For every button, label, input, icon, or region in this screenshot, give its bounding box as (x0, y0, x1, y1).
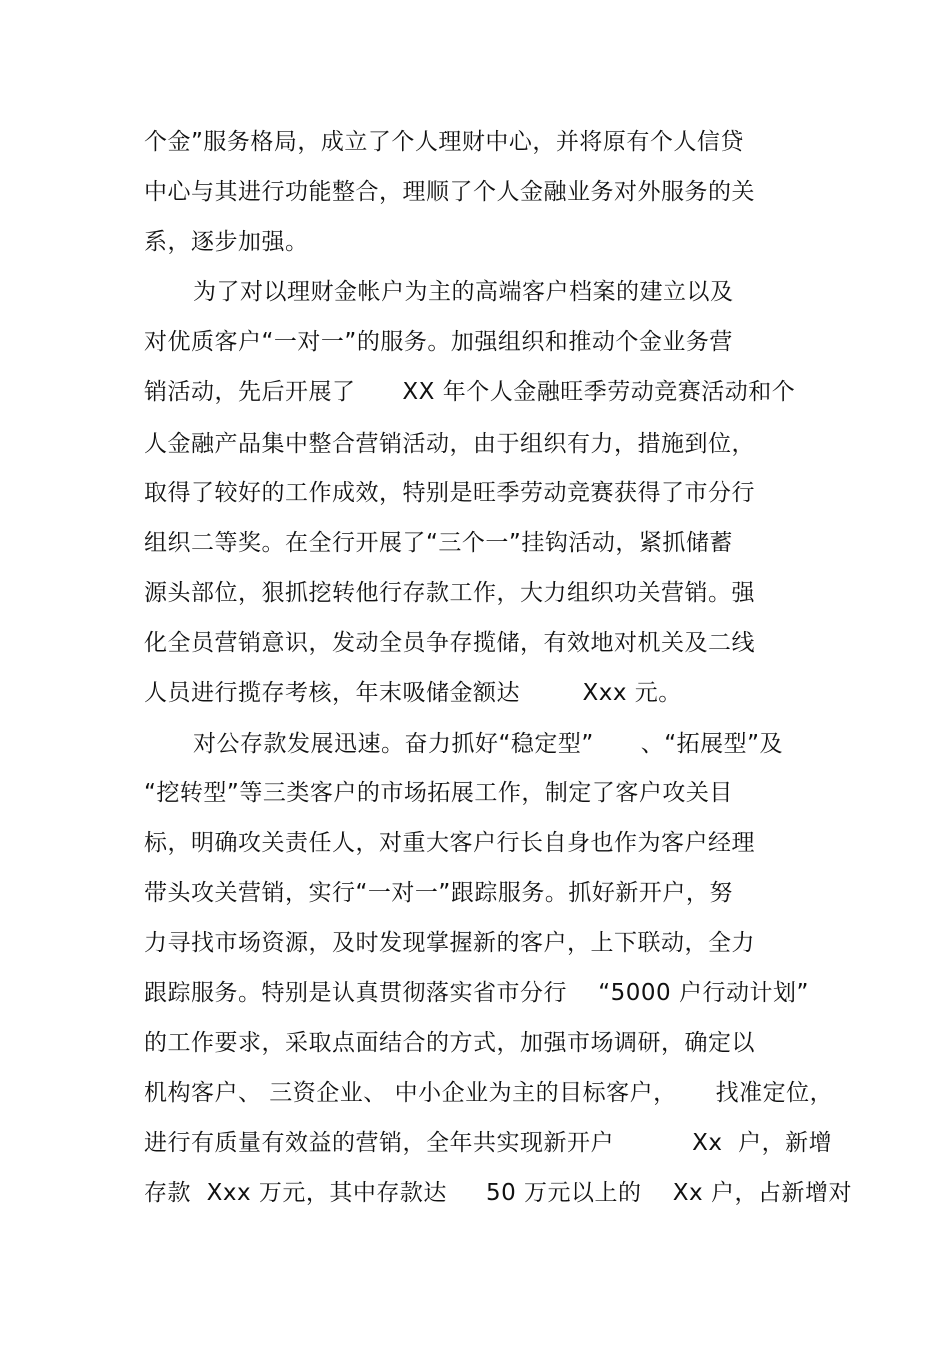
text-line: 跟踪服务。特别是认真贯彻落实省市分行 “5000 户行动计划” (144, 980, 809, 1006)
paragraph-first-line: 为了对以理财金帐户为主的高端客户档案的建立以及 (193, 279, 734, 305)
text-line: 的工作要求，采取点面结合的方式，加强市场调研，确定以 (144, 1030, 755, 1056)
text-line: 标，明确攻关责任人，对重大客户行长自身也作为客户经理 (144, 830, 755, 856)
text-line: 力寻找市场资源，及时发现掌握新的客户，上下联动，全力 (144, 930, 755, 956)
text-line: 个金”服务格局，成立了个人理财中心，并将原有个人信贷 (144, 129, 744, 155)
text-line: 取得了较好的工作成效，特别是旺季劳动竞赛获得了市分行 (144, 480, 755, 506)
text-line: 人金融产品集中整合营销活动，由于组织有力，措施到位， (144, 431, 755, 457)
text-line: 存款 Xxx 万元，其中存款达 50 万元以上的 Xx 户，占新增对 (144, 1180, 852, 1206)
text-line: 进行有质量有效益的营销，全年共实现新开户 Xx 户，新增 (144, 1130, 833, 1156)
text-line: 对优质客户“一对一”的服务。加强组织和推动个金业务营 (144, 329, 733, 355)
paragraph-first-line: 对公存款发展迅速。奋力抓好“稳定型” 、“拓展型”及 (193, 731, 784, 757)
text-line: 源头部位，狠抓挖转他行存款工作，大力组织功关营销。强 (144, 580, 755, 606)
text-line: “挖转型”等三类客户的市场拓展工作，制定了客户攻关目 (144, 780, 733, 806)
text-line: 化全员营销意识，发动全员争存揽储，有效地对机关及二线 (144, 630, 755, 656)
text-line: 系，逐步加强。 (144, 229, 309, 255)
text-line: 带头攻关营销，实行“一对一”跟踪服务。抓好新开户，努 (144, 880, 733, 906)
text-line: 销活动，先后开展了 XX 年个人金融旺季劳动竞赛活动和个 (144, 379, 796, 405)
text-line: 机构客户、 三资企业、 中小企业为主的目标客户， 找准定位， (144, 1080, 834, 1106)
text-line: 组织二等奖。在全行开展了“三个一”挂钩活动，紧抓储蓄 (144, 530, 733, 556)
text-line: 中心与其进行功能整合，理顺了个人金融业务对外服务的关 (144, 179, 755, 205)
text-line: 人员进行揽存考核，年末吸储金额达 Xxx 元。 (144, 680, 682, 706)
